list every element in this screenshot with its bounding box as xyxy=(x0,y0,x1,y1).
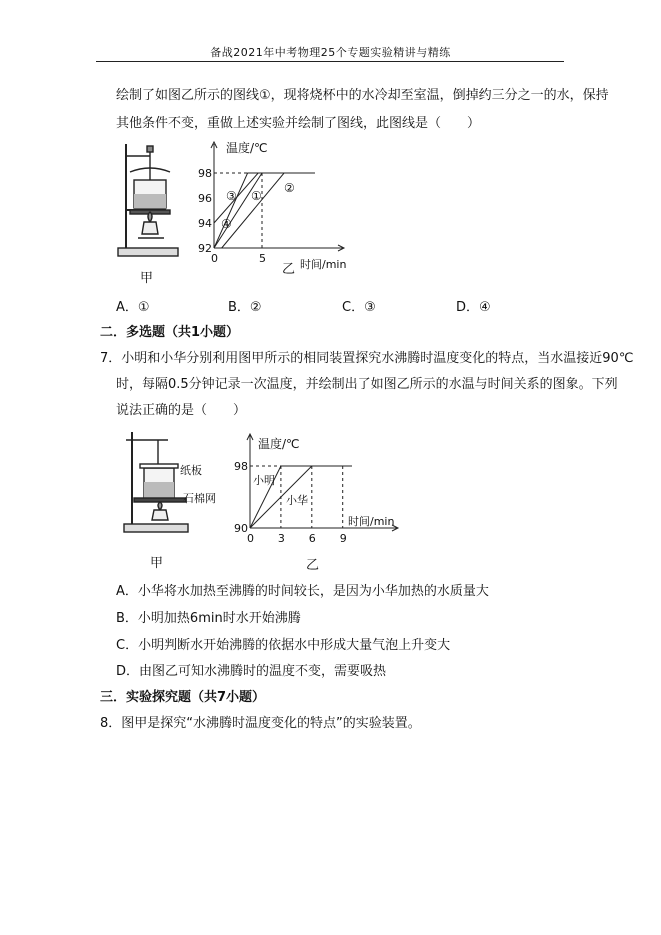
q7-label-zhiban: 纸板 xyxy=(180,464,202,477)
page-header: 备战2021年中考物理25个专题实验精讲与精练 xyxy=(210,46,451,59)
q6-ylabel: 温度/℃ xyxy=(226,141,268,155)
q7-label-shimianwang: 石棉网 xyxy=(183,492,216,505)
q6-ytick-label: 96 xyxy=(198,192,212,205)
base-plate xyxy=(124,524,188,532)
q6-series-label-3: ③ xyxy=(226,189,237,203)
q6-fig-yi-label: 乙 xyxy=(282,262,296,277)
section-3-title: 三．实验探究题（共7小题） xyxy=(100,690,266,705)
q7-option-a[interactable]: A．小华将水加热至沸腾的时间较长，是因为小华加热的水质量大 xyxy=(116,584,489,599)
q6-fig-jia-label: 甲 xyxy=(140,271,154,286)
q7-series-label-2: 小华 xyxy=(286,494,308,507)
q7-fig-jia-label: 甲 xyxy=(150,556,164,571)
q6-option-b[interactable]: B．② xyxy=(228,300,262,315)
header-rule xyxy=(96,61,564,62)
q7-ytick-label: 90 xyxy=(234,522,248,535)
q6-series-label-4: ④ xyxy=(221,217,232,231)
q7-stem-line2: 时，每隔0.5分钟记录一次温度，并绘制出了如图乙所示的水温与时间关系的图象。下列 xyxy=(116,377,618,392)
q7-chart xyxy=(232,430,402,560)
q7-xtick-label: 9 xyxy=(339,532,347,545)
q7-xtick-label: 6 xyxy=(308,532,316,545)
q6-option-d[interactable]: D．④ xyxy=(456,300,491,315)
q7-ytick-label: 98 xyxy=(234,460,248,473)
q6-ytick-label: 94 xyxy=(198,217,212,230)
q7-apparatus-figure xyxy=(120,428,200,540)
q7-xlabel: 时间/min xyxy=(348,515,395,528)
q6-stem-line2: 其他条件不变，重做上述实验并绘制了图线，此图线是（ ） xyxy=(116,116,481,131)
q7-ylabel: 温度/℃ xyxy=(258,437,300,451)
q6-xlabel: 时间/min xyxy=(300,258,346,271)
alcohol-lamp xyxy=(142,222,158,234)
section-2-title: 二．多选题（共1小题） xyxy=(100,325,240,340)
q7-xtick-label: 0 xyxy=(247,532,254,545)
q6-ytick-label: 98 xyxy=(198,167,212,180)
q7-option-d[interactable]: D．由图乙可知水沸腾时的温度不变，需要吸热 xyxy=(116,664,387,679)
q6-series-line-1 xyxy=(214,173,315,248)
q6-series-label-2: ② xyxy=(284,181,295,195)
q6-xtick-label: 5 xyxy=(259,252,266,265)
q6-apparatus-figure xyxy=(112,138,192,260)
q6-series-label-1: ① xyxy=(251,189,262,203)
q6-option-a[interactable]: A．① xyxy=(116,300,150,315)
q6-option-c[interactable]: C．③ xyxy=(342,300,376,315)
cardboard xyxy=(140,464,178,468)
q6-series-line-2 xyxy=(222,173,315,248)
base-plate xyxy=(118,248,178,256)
q6-chart xyxy=(196,138,346,276)
q7-option-b[interactable]: B．小明加热6min时水开始沸腾 xyxy=(116,611,301,626)
q7-stem-line1: 7．小明和小华分别利用图甲所示的相同装置探究水沸腾时温度变化的特点，当水温接近90℃ xyxy=(100,351,634,366)
q8-stem: 8．图甲是探究“水沸腾时温度变化的特点”的实验装置。 xyxy=(100,716,421,731)
q6-xtick-label: 0 xyxy=(211,252,218,265)
q7-stem-line3: 说法正确的是（ ） xyxy=(116,403,247,418)
q6-stem-line1: 绘制了如图乙所示的图线①，现将烧杯中的水冷却至室温，倒掉约三分之一的水，保持 xyxy=(116,88,609,103)
q6-series-line-3 xyxy=(214,173,315,248)
q6-ytick-label: 92 xyxy=(198,242,212,255)
q7-series-label-1: 小明 xyxy=(253,474,275,487)
alcohol-lamp xyxy=(152,510,168,520)
q7-option-c[interactable]: C．小明判断水开始沸腾的依据水中形成大量气泡上升变大 xyxy=(116,638,451,653)
q7-xtick-label: 3 xyxy=(277,532,285,545)
q7-fig-yi-label: 乙 xyxy=(306,558,320,573)
